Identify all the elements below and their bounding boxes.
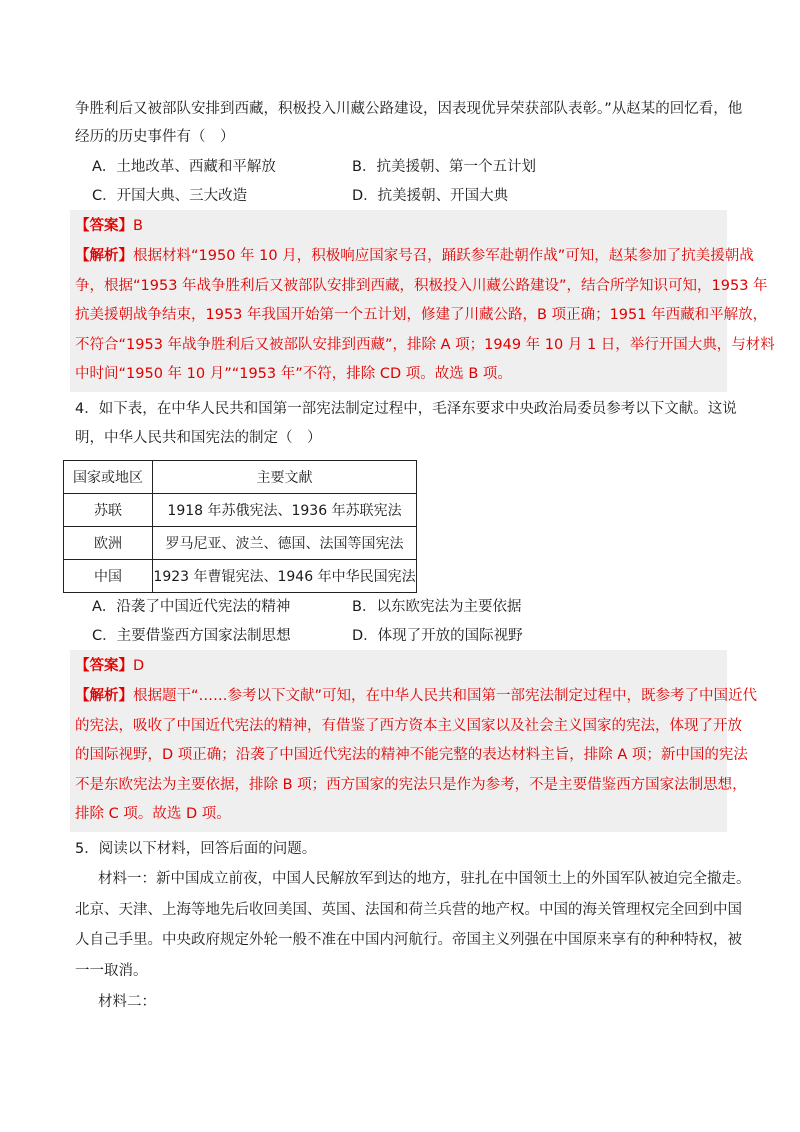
q5-stem-line-1: 5．阅读以下材料，回答后面的问题。 (75, 841, 317, 857)
table-header-cell: 主要文献 (153, 461, 417, 494)
q3-analysis-line-5: 中时间“1950 年 10 月”“1953 年”不符，排除 CD 项。故选 B 项。 (75, 366, 512, 382)
answer-value: B (133, 218, 143, 234)
table-cell: 苏联 (64, 494, 153, 527)
q3-option-d: D．抗美援朝、开国大典 (352, 188, 509, 204)
q3-option-c: C．开国大典、三大改造 (92, 188, 248, 204)
q4-option-a: A．沿袭了中国近代宪法的精神 (92, 599, 291, 615)
q4-analysis-line-4: 不是东欧宪法为主要依据，排除 B 项；西方国家的宪法只是作为参考，不是主要借鉴西方国家法制思想， (75, 777, 747, 793)
table-cell: 中国 (64, 560, 153, 593)
q3-analysis-line-4: 不符合“1953 年战争胜利后又被部队安排到西藏”，排除 A 项；1949 年 10 月 1 日，举行开国大典，与材料 (75, 337, 775, 353)
table-cell: 罗马尼亚、波兰、德国、法国等国宪法 (153, 527, 417, 560)
answer-label: 【答案】 (75, 658, 133, 674)
table-row (64, 560, 417, 593)
q5-material2-label: 材料二： (98, 994, 156, 1010)
q3-option-a: A．土地改革、西藏和平解放 (92, 159, 276, 175)
q4-option-c: C．主要借鉴西方国家法制思想 (92, 628, 291, 644)
analysis-label: 【解析】 (75, 688, 133, 704)
table-header-cell: 国家或地区 (64, 461, 153, 494)
q4-answer-line (75, 655, 144, 677)
q5-material1-line-1: 材料一：新中国成立前夜，中国人民解放军到达的地方，驻扎在中国领土上的外国军队被迫完全撤走。 (98, 871, 751, 887)
q3-analysis-line-2: 争，根据“1953 年战争胜利后又被部队安排到西藏，积极投入川藏公路建设”，结合所学知识可知，1953 年 (75, 278, 768, 294)
q3-analysis-line-3: 抗美援朝战争结束，1953 年我国开始第一个五计划，修建了川藏公路，B 项正确；1951 年西藏和平解放， (75, 307, 768, 323)
q4-analysis-line-3: 的国际视野，D 项正确；沿袭了中国近代宪法的精神不能完整的表达材料主旨，排除 A 项；新中国的宪法 (75, 747, 748, 763)
q3-stem-line-2: 经历的历史事件有（ ） (75, 129, 235, 145)
q5-material1-line-2: 北京、天津、上海等地先后收回美国、英国、法国和荷兰兵营的地产权。中国的海关管理权完全回到中国 (75, 902, 742, 918)
q4-analysis-line-2: 的宪法，吸收了中国近代宪法的精神，有借鉴了西方资本主义国家以及社会主义国家的宪法，体现了开放 (75, 718, 742, 734)
q3-analysis-line-1: 【解析】根据材料“1950 年 10 月，积极响应国家号召，踊跃参军赴朝作战”可知，赵某参加了抗美援朝战 (75, 248, 754, 264)
analysis-label: 【解析】 (75, 248, 133, 264)
table-cell: 1923 年曹锟宪法、1946 年中华民国宪法 (153, 560, 417, 593)
table-cell: 1918 年苏俄宪法、1936 年苏联宪法 (153, 494, 417, 527)
q4-stem-line-1: 4．如下表，在中华人民共和国第一部宪法制定过程中，毛泽东要求中央政治局委员参考以下文献。这说 (75, 401, 737, 417)
q3-option-b: B．抗美援朝、第一个五计划 (352, 159, 536, 175)
q4-analysis-line-1: 【解析】根据题干“……参考以下文献”可知，在中华人民共和国第一部宪法制定过程中，既参考了中国近代 (75, 688, 758, 704)
q3-answer-line (75, 215, 143, 237)
table-row (64, 494, 417, 527)
q4-table (63, 460, 417, 593)
q4-answer-box (70, 650, 758, 832)
answer-value: D (133, 658, 145, 674)
q4-stem-line-2: 明，中华人民共和国宪法的制定（ ） (75, 430, 322, 446)
q3-answer-box (70, 210, 775, 392)
table-cell: 欧洲 (64, 527, 153, 560)
q4-option-d: D．体现了开放的国际视野 (352, 628, 523, 644)
q5-material1-line-3: 人自己手里。中央政府规定外轮一般不准在中国内河航行。帝国主义列强在中国原来享有的种种特权，被 (75, 932, 742, 948)
q4-option-b: B．以东欧宪法为主要依据 (352, 599, 522, 615)
q3-stem-line-1: 争胜利后又被部队安排到西藏，积极投入川藏公路建设，因表现优异荣获部队表彰。”从赵某的回忆看，他 (75, 101, 743, 117)
answer-label: 【答案】 (75, 218, 133, 234)
table-row (64, 527, 417, 560)
q4-analysis-line-5: 排除 C 项。故选 D 项。 (75, 806, 231, 822)
q5-material1-line-4: 一一取消。 (75, 963, 148, 979)
table-header-row (64, 461, 417, 494)
